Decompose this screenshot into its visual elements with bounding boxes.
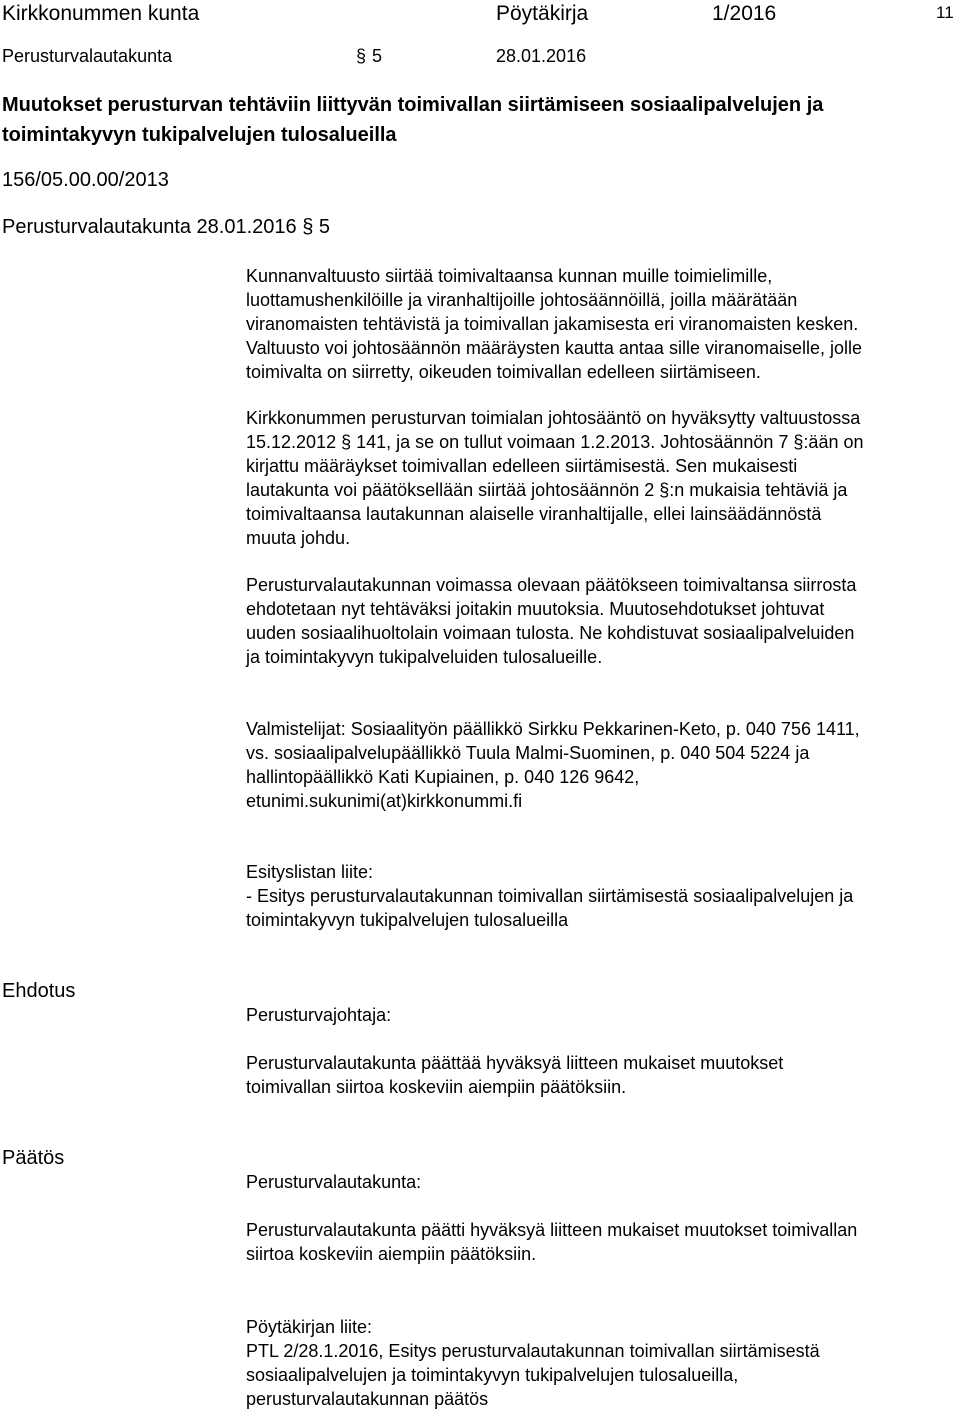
- issue-number: 1/2016: [712, 2, 777, 25]
- decision-text: [246, 1218, 958, 1266]
- text-line: perusturvalautakunnan päätös: [246, 1389, 489, 1409]
- meeting-reference: Perusturvalautakunta 28.01.2016 § 5: [2, 216, 331, 238]
- text-line: siirtoa koskeviin aiempiin päätöksiin.: [246, 1244, 537, 1264]
- text-line: Valmistelijat: Sosiaalityön päällikkö Sirkku Pekkarinen-Keto, p. 040 756 1411,: [246, 719, 860, 739]
- text-line: Valtuusto voi johtosäännön määräysten kautta antaa sille viranomaiselle, jolle: [246, 338, 863, 358]
- text-line: sosiaalipalvelujen ja toimintakyvyn tukipalvelujen tulosalueilla,: [246, 1365, 739, 1385]
- proposal-label: Ehdotus: [2, 980, 76, 1002]
- section-number: 5: [372, 46, 383, 66]
- text-line: ja toimintakyvyn tukipalveluiden tulosalueille.: [246, 647, 603, 667]
- text-line: lautakunta voi päätöksellään siirtää johtosäännön 2 §:n mukaisia tehtäviä ja: [246, 480, 848, 500]
- title-line: Muutokset perusturvan tehtäviin liittyvän toimivallan siirtämiseen sosiaalipalvelujen ja: [2, 94, 824, 116]
- text-line: luottamushenkilöille ja viranhaltijoille johtosäännöillä, joilla määrätään: [246, 290, 798, 310]
- section-sign: §: [356, 46, 367, 66]
- text-line: Kirkkonummen perusturvan toimialan johtosääntö on hyväksytty valtuustossa: [246, 408, 861, 428]
- speaker-text: Perusturvajohtaja:: [246, 1005, 392, 1025]
- text-line: PTL 2/28.1.2016, Esitys perusturvalautakunnan toimivallan siirtämisestä: [246, 1341, 820, 1361]
- text-line: toimintakyvyn tukipalvelujen tulosalueilla: [246, 910, 569, 930]
- committee-name: Perusturvalautakunta: [2, 46, 173, 66]
- text-line: muuta johdu.: [246, 528, 351, 548]
- org-name: Kirkkonummen kunta: [2, 2, 200, 25]
- attachment-heading: Pöytäkirjan liite:: [246, 1317, 373, 1337]
- document-type: Pöytäkirja: [496, 2, 589, 25]
- text-line: vs. sosiaalipalvelupäällikkö Tuula Malmi-Suominen, p. 040 504 5224 ja: [246, 743, 810, 763]
- title-line: toimintakyvyn tukipalvelujen tulosalueilla: [2, 124, 397, 146]
- text-line: - Esitys perusturvalautakunnan toimivallan siirtämisestä sosiaalipalvelujen ja: [246, 886, 854, 906]
- paragraph-3: [246, 573, 958, 669]
- text-line: toimivalta on siirretty, oikeuden toimivallan edelleen siirtämiseen.: [246, 362, 761, 382]
- text-line: viranomaisten tehtävistä ja toimivallan jakamisesta eri viranomaisten kesken.: [246, 314, 859, 334]
- paragraph-1: [246, 264, 958, 384]
- page-number: 11: [936, 3, 954, 22]
- text-line: Perusturvalautakunta päättää hyväksyä liitteen mukaiset muutokset: [246, 1053, 784, 1073]
- proposal-text: [246, 1051, 958, 1099]
- speaker-text: Perusturvalautakunta:: [246, 1172, 422, 1192]
- attachment-heading: Esityslistan liite:: [246, 862, 374, 882]
- text-line: 15.12.2012 § 141, ja se on tullut voimaan 1.2.2013. Johtosäännön 7 §:ään on: [246, 432, 864, 452]
- record-number: 156/05.00.00/2013: [2, 169, 169, 191]
- preparers: [246, 717, 958, 813]
- text-line: etunimi.sukunimi(at)kirkkonummi.fi: [246, 791, 523, 811]
- text-line: uuden sosiaalihuoltolain voimaan tulosta. Ne kohdistuvat sosiaalipalveluiden: [246, 623, 855, 643]
- document-title: [2, 90, 902, 150]
- decision-label: Päätös: [2, 1147, 65, 1169]
- text-line: toimivaltaansa lautakunnan alaiselle viranhaltijalle, ellei lainsäädännöstä: [246, 504, 822, 524]
- text-line: kirjattu määräykset toimivallan edelleen siirtämisestä. Sen mukaisesti: [246, 456, 798, 476]
- text-line: ehdotetaan nyt tehtäväksi joitakin muutoksia. Muutosehdotukset johtuvat: [246, 599, 825, 619]
- meeting-date: 28.01.2016: [496, 46, 587, 66]
- text-line: Perusturvalautakunta päätti hyväksyä liitteen mukaiset muutokset toimivallan: [246, 1220, 858, 1240]
- paragraph-2: [246, 406, 958, 550]
- text-line: Kunnanvaltuusto siirtää toimivaltaansa kunnan muille toimielimille,: [246, 266, 773, 286]
- proposal-speaker: [246, 1003, 958, 1027]
- text-line: Perusturvalautakunnan voimassa olevaan päätökseen toimivaltansa siirrosta: [246, 575, 857, 595]
- text-line: hallintopäällikkö Kati Kupiainen, p. 040 126 9642,: [246, 767, 640, 787]
- agenda-attachment: [246, 860, 958, 932]
- decision-speaker: [246, 1170, 958, 1194]
- minutes-attachment: [246, 1315, 958, 1411]
- text-line: toimivallan siirtoa koskeviin aiempiin päätöksiin.: [246, 1077, 627, 1097]
